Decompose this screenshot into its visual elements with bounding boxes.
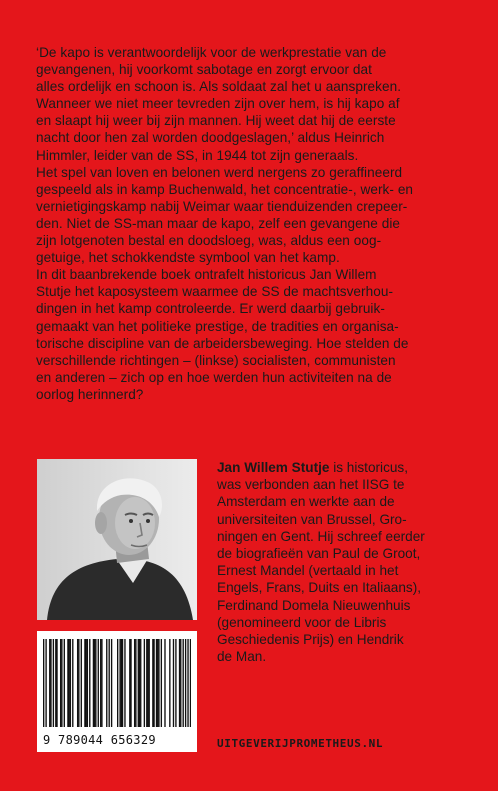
barcode-bar — [175, 639, 176, 727]
barcode-bar — [72, 639, 73, 727]
barcode-bar — [60, 639, 61, 727]
blurb-line: gespeeld als in kamp Buchenwald, het concentratie-, werk- en — [36, 181, 414, 197]
barcode-bar — [158, 639, 159, 727]
barcode-bar — [78, 639, 79, 727]
barcode-bar — [50, 639, 51, 727]
bio-first-line-rest: is historicus, — [329, 460, 408, 475]
bio-line: was verbonden aan het IISG te — [217, 477, 405, 493]
barcode-bar — [187, 639, 188, 727]
bio-line: Ernest Mandel (vertaald in het — [217, 563, 399, 579]
barcode-bar — [87, 639, 88, 727]
barcode-bar — [180, 639, 181, 727]
barcode-bar — [117, 639, 118, 727]
barcode-bar — [149, 639, 150, 727]
blurb-line: ‘De kapo is verantwoordelijk voor de werkprestatie van de — [36, 45, 387, 60]
barcode-bar — [85, 639, 86, 727]
blurb-line: Wanneer we niet meer tevreden zijn over hem, is hij kapo af — [36, 96, 400, 112]
barcode-bar — [84, 639, 85, 727]
barcode-bar — [183, 639, 184, 727]
blurb-line: vernietigingskamp nabij Weimar waar tienduizenden crepeer- — [36, 198, 408, 214]
bio-line: (genomineerd voor de Libris — [217, 614, 387, 630]
bio-line: de Man. — [217, 649, 267, 665]
blurb-line: Stutje het kaposysteem waarmee de SS de machtsverhou- — [36, 284, 394, 300]
bio-line: universiteiten van Brussel, Gro- — [217, 511, 407, 527]
author-photo — [37, 459, 197, 620]
bio-line: Geschiedenis Prijs) en Hendrik — [217, 632, 404, 648]
bio-line: Amsterdam en werkte aan de — [217, 494, 395, 510]
bio-line: Ferdinand Domela Nieuwenhuis — [217, 597, 411, 613]
barcode-bar — [70, 639, 71, 727]
author-bio — [217, 459, 477, 665]
barcode-bar — [130, 639, 131, 727]
blurb-line: torische discipline van de arbeidersbeweging. Hoe stelden de — [36, 335, 409, 351]
bio-line: Engels, Frans, Duits en Italiaans), — [217, 580, 421, 596]
bio-first-line — [217, 459, 477, 476]
bio-line: ningen en Gent. Hij schreef eerder — [217, 528, 425, 544]
barcode-bar — [169, 639, 170, 727]
barcode-bar — [67, 639, 68, 727]
blurb-line: In dit baanbrekende boek ontrafelt historicus Jan Willem — [36, 267, 377, 283]
blurb-line: getuige, het schokkendste symbool van het kamp. — [36, 250, 340, 266]
barcode-bar — [98, 639, 99, 727]
barcode-bar — [56, 639, 57, 727]
barcode-bar — [94, 639, 95, 727]
barcode-bar — [129, 639, 130, 727]
barcode-bar — [77, 639, 78, 727]
barcode-bar — [95, 639, 96, 727]
barcode-bar — [49, 639, 50, 727]
blurb-line: den. Niet de SS-man maar de kapo, zelf een gevangene die — [36, 215, 401, 231]
barcode-bar — [146, 639, 147, 727]
barcode-bar — [153, 639, 154, 727]
barcode-bar — [190, 639, 191, 727]
barcode-bar — [138, 639, 139, 727]
barcode-bar — [152, 639, 153, 727]
barcode-bar — [140, 639, 141, 727]
barcode-bar — [156, 639, 157, 727]
barcode-bar — [45, 639, 46, 727]
blurb-line: verschillende richtingen – (linkse) socialisten, communisten — [36, 352, 396, 368]
barcode-bar — [81, 639, 82, 727]
barcode-bar — [101, 639, 102, 727]
barcode-bar — [93, 639, 94, 727]
publisher-url[interactable]: UITGEVERIJPROMETHEUS.NL — [217, 737, 384, 750]
bio-line: de biografieën van Paul de Groot, — [217, 546, 421, 562]
blurb-line: gemaakt van het politieke prestige, de tradities en organisa- — [36, 318, 399, 334]
barcode-bar — [100, 639, 101, 727]
barcode-bar — [53, 639, 54, 727]
barcode-bar — [144, 639, 145, 727]
barcode-bar — [61, 639, 62, 727]
barcode-bar — [139, 639, 140, 727]
blurb-line: gevangenen, hij voorkomt sabotage en zorgt ervoor dat — [36, 62, 372, 78]
barcode-bar — [135, 639, 136, 727]
barcode-bar — [119, 639, 120, 727]
isbn-number: 9 789044 656329 — [43, 733, 156, 747]
barcode-bar — [185, 639, 186, 727]
barcode-bar — [124, 639, 125, 727]
blurb-line: zijn lotgenoten bestal en doodsloeg, was, aldus een oog- — [36, 233, 382, 249]
barcode-bar — [111, 639, 112, 727]
blurb-line: oorlog herinnerd? — [36, 386, 144, 402]
barcode-bar — [164, 639, 165, 727]
bio-lines — [217, 476, 477, 665]
barcode-bar — [173, 639, 174, 727]
barcode-bar — [89, 639, 90, 727]
barcode-bar — [43, 639, 44, 727]
barcode-bar — [121, 639, 122, 727]
barcode-bar — [134, 639, 135, 727]
barcode-bar — [122, 639, 123, 727]
barcode-bar — [64, 639, 65, 727]
isbn-barcode — [37, 631, 197, 752]
blurb-line: Het spel van loven en belonen werd nergens zo geraffineerd — [36, 164, 403, 180]
blurb-line: dingen in het kamp controleerde. Er werd daarbij gebruik- — [36, 301, 385, 317]
barcode-bar — [106, 639, 107, 727]
blurb-line: alles ordelijk en schoon is. Als soldaat zal het u aanspreken. — [36, 79, 402, 95]
barcode-bars — [43, 639, 191, 727]
blurb-line: Himmler, leider van de SS, in 1944 tot zijn generaals. — [36, 147, 359, 163]
blurb-line: nacht door hen zal worden doodgeslagen,’ aldus Heinrich — [36, 130, 385, 146]
barcode-bar — [55, 639, 56, 727]
blurb-line: en anderen – zich op en hoe werden hun activiteiten na de — [36, 369, 392, 385]
barcode-bar — [147, 639, 148, 727]
barcode-bar — [109, 639, 110, 727]
author-portrait-illustration — [37, 459, 197, 620]
barcode-bar — [68, 639, 69, 727]
back-cover-blurb — [36, 44, 466, 403]
blurb-line: en slaapt hij weer bij zijn mannen. Hij weet dat hij de eerste — [36, 113, 396, 129]
author-name: Jan Willem Stutje — [217, 460, 330, 475]
barcode-bar — [157, 639, 158, 727]
barcode-bar — [161, 639, 162, 727]
barcode-bar — [179, 639, 180, 727]
